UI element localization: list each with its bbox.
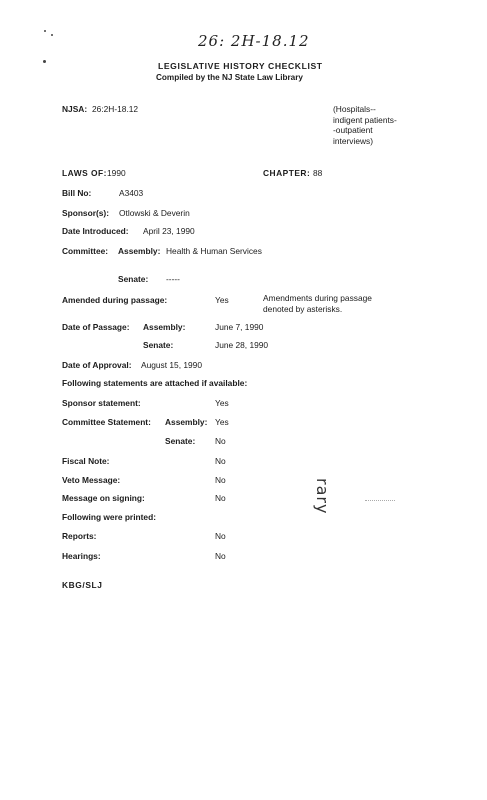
- date-of-approval-label: Date of Approval:: [62, 360, 132, 370]
- veto-message-label: Veto Message:: [62, 475, 121, 485]
- attached-heading: Following statements are attached if available:: [62, 378, 248, 388]
- committee-senate-value: -----: [166, 274, 180, 284]
- committee-senate-label: Senate:: [118, 274, 149, 284]
- committee-assembly-label: Assembly:: [118, 246, 161, 256]
- committee-statement-assembly-value: Yes: [215, 417, 229, 427]
- topic-note-line: -outpatient: [333, 125, 373, 135]
- topic-note-line: (Hospitals--: [333, 104, 376, 114]
- date-of-passage-label: Date of Passage:: [62, 322, 130, 332]
- handwritten-number: 26: 2H-18.12: [198, 32, 310, 50]
- printed-heading: Following were printed:: [62, 512, 156, 522]
- initials: KBG/SLJ: [62, 580, 103, 590]
- chapter-value: 88: [313, 168, 323, 178]
- amended-value: Yes: [215, 295, 229, 305]
- amended-note-line: Amendments during passage: [263, 293, 372, 303]
- passage-senate-value: June 28, 1990: [215, 340, 269, 350]
- fiscal-note-label: Fiscal Note:: [62, 456, 110, 466]
- reports-label: Reports:: [62, 531, 97, 541]
- bill-no-value: A3403: [119, 188, 144, 198]
- sponsors-value: Otlowski & Deverin: [119, 208, 190, 218]
- reports-value: No: [215, 531, 226, 541]
- margin-stamp: rary: [313, 478, 332, 515]
- amended-label: Amended during passage:: [62, 295, 168, 305]
- amended-note: [263, 293, 372, 314]
- sponsor-statement-value: Yes: [215, 398, 229, 408]
- document-subtitle: Compiled by the NJ State Law Library: [156, 73, 303, 82]
- njsa-value: 26:2H-18.12: [92, 104, 139, 114]
- njsa-label: NJSA:: [62, 104, 88, 114]
- committee-statement-label: Committee Statement:: [62, 417, 151, 427]
- scan-speck: [51, 34, 53, 36]
- scan-speck: [43, 60, 46, 63]
- date-of-approval-value: August 15, 1990: [141, 360, 203, 370]
- message-on-signing-value: No: [215, 493, 226, 503]
- veto-message-value: No: [215, 475, 226, 485]
- amended-note-line: denoted by asterisks.: [263, 303, 343, 314]
- message-on-signing-label: Message on signing:: [62, 493, 145, 503]
- scan-smudge: [365, 500, 395, 507]
- laws-of-label: LAWS OF:: [62, 168, 107, 178]
- passage-assembly-value: June 7, 1990: [215, 322, 264, 332]
- topic-note-line: indigent patients-: [333, 114, 397, 125]
- sponsor-statement-label: Sponsor statement:: [62, 398, 141, 408]
- sponsors-label: Sponsor(s):: [62, 208, 109, 218]
- committee-label: Committee:: [62, 246, 109, 256]
- fiscal-note-value: No: [215, 456, 226, 466]
- document-title: LEGISLATIVE HISTORY CHECKLIST: [158, 61, 323, 71]
- date-introduced-label: Date Introduced:: [62, 226, 129, 236]
- passage-senate-label: Senate:: [143, 340, 174, 350]
- topic-note-line: interviews): [333, 135, 374, 146]
- hearings-value: No: [215, 551, 226, 561]
- committee-statement-senate-value: No: [215, 436, 226, 446]
- date-introduced-value: April 23, 1990: [143, 226, 195, 236]
- committee-assembly-value: Health & Human Services: [166, 246, 262, 256]
- committee-statement-senate-label: Senate:: [165, 436, 196, 446]
- bill-no-label: Bill No:: [62, 188, 92, 198]
- passage-assembly-label: Assembly:: [143, 322, 186, 332]
- topic-note: [333, 104, 397, 146]
- committee-statement-assembly-label: Assembly:: [165, 417, 208, 427]
- scan-speck: [44, 30, 46, 32]
- laws-of-value: 1990: [107, 168, 126, 178]
- chapter-label: CHAPTER:: [263, 168, 311, 178]
- hearings-label: Hearings:: [62, 551, 101, 561]
